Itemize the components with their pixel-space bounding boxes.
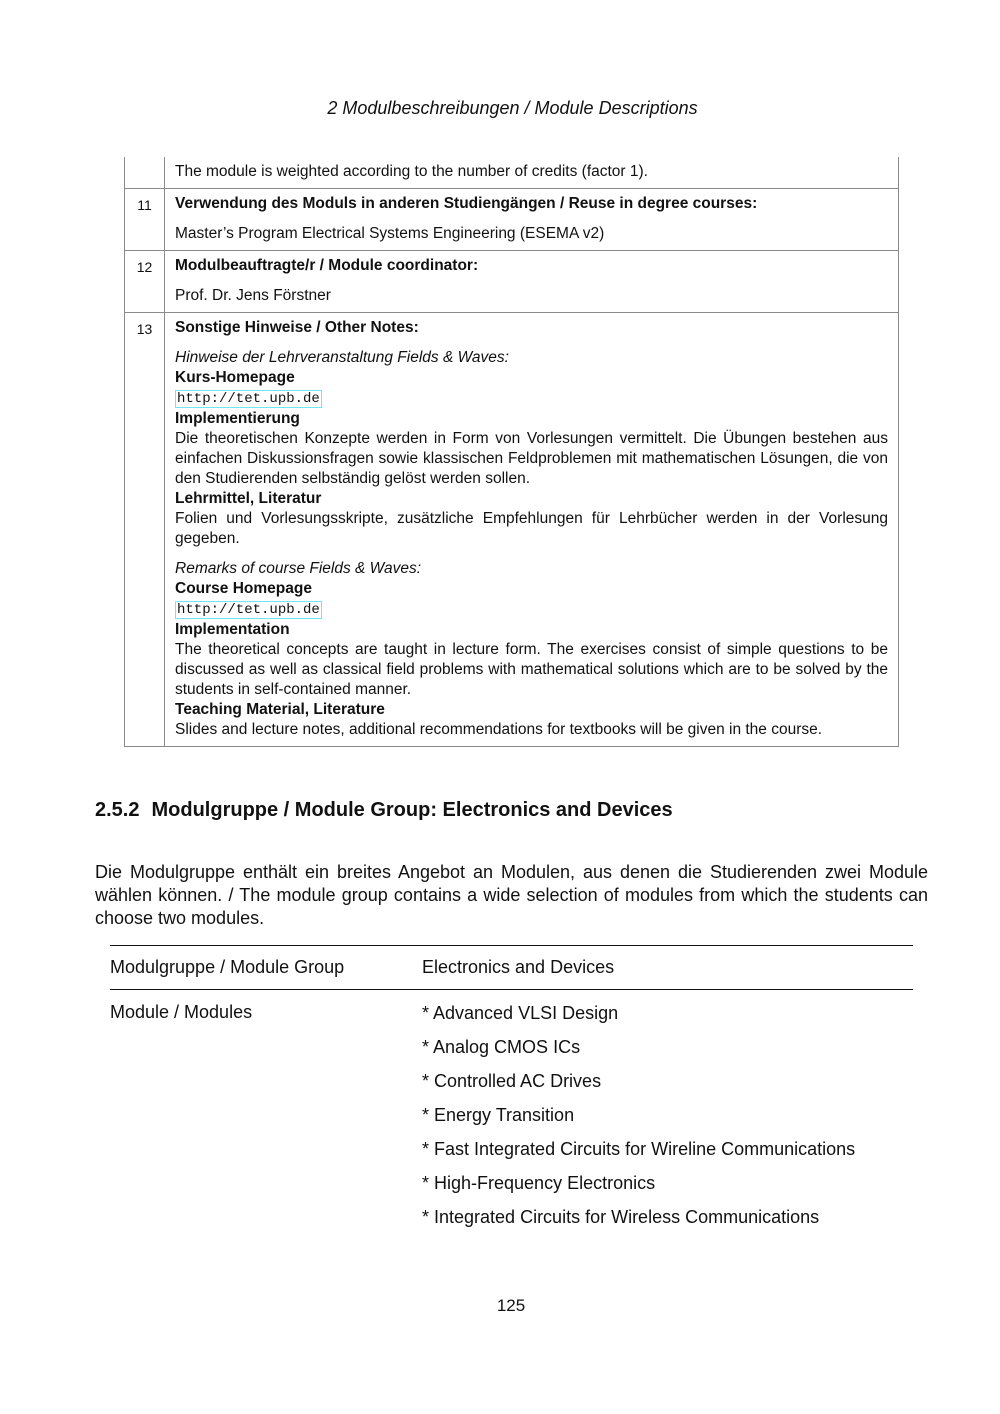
- impl-label-de: Implementierung: [175, 410, 300, 427]
- list-item: * High-Frequency Electronics: [422, 1173, 656, 1193]
- module-description-table: [124, 157, 899, 747]
- notes-cell: [165, 313, 899, 747]
- weighting-cell: [165, 157, 899, 189]
- table-row: [125, 313, 899, 747]
- list-item: * Energy Transition: [422, 1105, 575, 1125]
- notes-en-intro: Remarks of course Fields & Waves:: [175, 560, 422, 577]
- homepage-label-en: Course Homepage: [175, 580, 312, 597]
- impl-text-de: Die theoretischen Konzepte werden in Form von Vorlesungen vermittelt. Die Übungen bestehen aus einfachen Diskussionsfragen sowie klassischen Feldproblemen mit mathematischen Lösungen, die von den Studierenden selbständig gelöst werden sollen.: [175, 430, 888, 487]
- modules-label: Module / Modules: [110, 1002, 253, 1022]
- table-row: [125, 251, 899, 313]
- page-number: 125: [496, 1296, 526, 1315]
- row-heading: Verwendung des Moduls in anderen Studiengängen / Reuse in degree courses:: [175, 195, 758, 212]
- row-number: 11: [125, 189, 165, 251]
- table-header-row: [110, 946, 913, 990]
- heading-de: Sonstige Hinweise: [175, 319, 312, 336]
- row-number: 12: [125, 251, 165, 313]
- impl-text-en: The theoretical concepts are taught in lecture form. The exercises consist of simple questions to be discussed as well as classical field problems with mathematical solutions which are to be solved by the students in self-contained manner.: [175, 641, 888, 698]
- modules-list: [422, 990, 913, 1241]
- list-item: * Fast Integrated Circuits for Wireline Communications: [422, 1139, 856, 1159]
- heading-en: Reuse in degree courses:: [568, 195, 758, 212]
- section-heading: [95, 799, 673, 822]
- section-title: Modulgruppe / Module Group: Electronics and Devices: [151, 799, 673, 821]
- material-label-de: Lehrmittel, Literatur: [175, 490, 322, 507]
- homepage-link-en[interactable]: http://tet.upb.de: [177, 602, 320, 618]
- group-value: Electronics and Devices: [422, 957, 615, 977]
- table-row: [125, 189, 899, 251]
- homepage-label-de: Kurs-Homepage: [175, 369, 295, 386]
- list-item: * Analog CMOS ICs: [422, 1037, 581, 1057]
- group-label: Modulgruppe / Module Group: [110, 957, 345, 977]
- material-label-en: Teaching Material, Literature: [175, 701, 385, 718]
- heading-de: Modulbeauftragte/r: [175, 257, 316, 274]
- coordinator-text: Prof. Dr. Jens Förstner: [175, 287, 331, 304]
- coordinator-cell: [165, 251, 899, 313]
- section-intro: Die Modulgruppe enthält ein breites Angebot an Modulen, aus denen die Studierenden zwei Module wählen können. / The module group contains a wide selection of modules from which the students can choose two modules.: [95, 862, 928, 928]
- module-group-table: [110, 945, 913, 1240]
- table-row: [125, 157, 899, 189]
- section-number: 2.5.2: [95, 799, 140, 821]
- list-item: * Integrated Circuits for Wireless Communications: [422, 1207, 820, 1227]
- reuse-text: Master’s Program Electrical Systems Engineering (ESEMA v2): [175, 225, 605, 242]
- heading-de: Verwendung des Moduls in anderen Studiengängen: [175, 195, 556, 212]
- homepage-link-de[interactable]: http://tet.upb.de: [177, 391, 320, 407]
- table-row: [110, 990, 913, 1241]
- impl-label-en: Implementation: [175, 621, 290, 638]
- list-item: * Controlled AC Drives: [422, 1071, 602, 1091]
- material-text-de: Folien und Vorlesungsskripte, zusätzliche Empfehlungen für Lehrbücher werden in der Vorlesung gegeben.: [175, 510, 888, 547]
- notes-en: [175, 559, 888, 740]
- weighting-text: The module is weighted according to the number of credits (factor 1).: [175, 163, 648, 180]
- notes-de-intro: Hinweise der Lehrveranstaltung Fields & Waves:: [175, 349, 509, 366]
- row-heading: Modulbeauftragte/r / Module coordinator:: [175, 257, 479, 274]
- row-number: 13: [125, 313, 165, 747]
- heading-en: Module coordinator:: [328, 257, 479, 274]
- row-heading: Sonstige Hinweise / Other Notes:: [175, 319, 419, 336]
- notes-de: [175, 348, 888, 549]
- heading-en: Other Notes:: [324, 319, 419, 336]
- row-number-cell: [125, 157, 165, 189]
- reuse-cell: [165, 189, 899, 251]
- material-text-en: Slides and lecture notes, additional recommendations for textbooks will be given in the course.: [175, 721, 823, 738]
- running-header: 2 Modulbeschreibungen / Module Descriptions: [327, 98, 698, 118]
- list-item: * Advanced VLSI Design: [422, 1003, 619, 1023]
